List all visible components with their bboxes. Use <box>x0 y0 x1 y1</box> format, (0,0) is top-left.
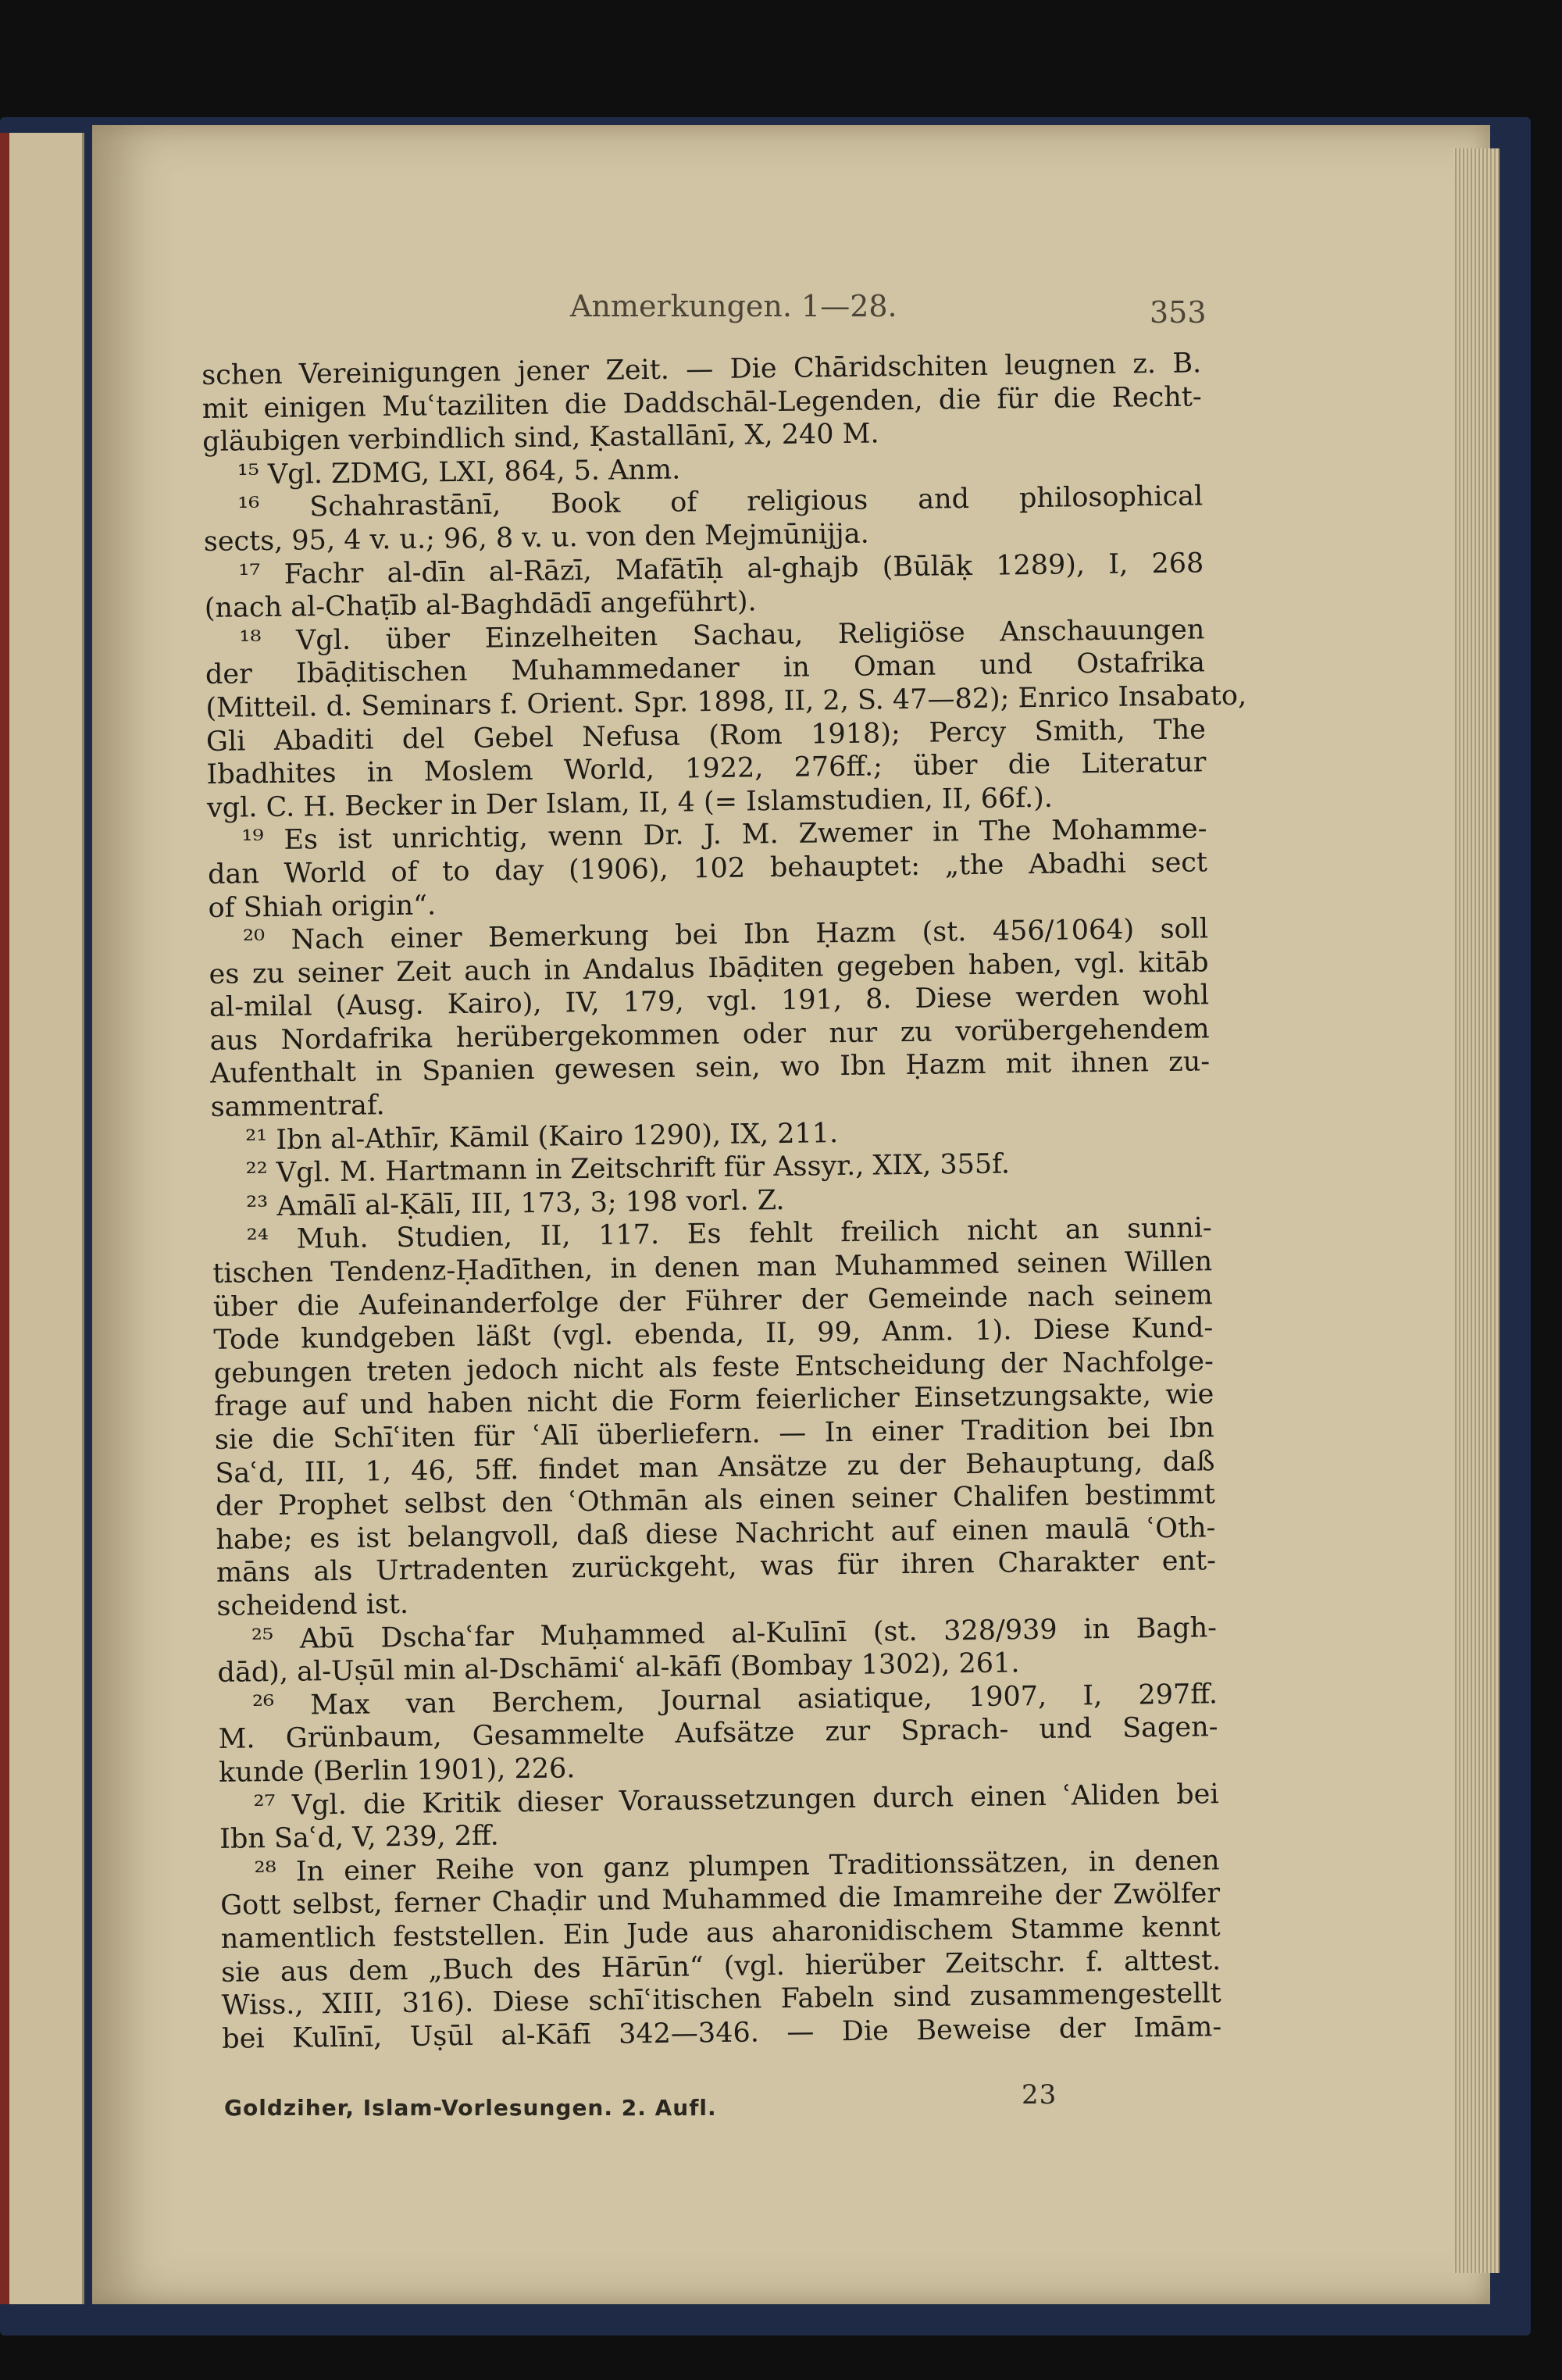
text-line: ¹⁸ Vgl. über Einzelheiten Sachau, Religiöse Anschauungen <box>239 614 1205 658</box>
text-line: namentlich feststellen. Ein Jude aus aharonidischem Stamme kennt <box>220 1911 1221 1955</box>
text-line: (nach al-Chaṭīb al-Baghdādī angeführt). <box>204 586 757 625</box>
text-line: sammentraf. <box>210 1090 385 1123</box>
text-line: ²⁷ Vgl. die Kritik dieser Voraussetzungen durch einen ʿAliden bei <box>253 1778 1219 1822</box>
text-line: Ibn Saʿd, V, 239, 2ff. <box>219 1820 499 1855</box>
footnotes-text <box>201 347 1247 2056</box>
text-line: dan World of to day (1906), 102 behauptet: „the Abadhi sect <box>207 847 1208 890</box>
text-line: Wiss., XIII, 316). Diese schīʿitischen Fabeln sind zusammengestellt <box>221 1978 1221 2021</box>
text-line: sects, 95, 4 v. u.; 96, 8 v. u. von den Mejmūnijja. <box>203 518 869 558</box>
text-line: kunde (Berlin 1901), 226. <box>218 1753 576 1789</box>
text-line: ²⁰ Nach einer Bemerkung bei Ibn Ḥazm (st. 456/1064) soll <box>242 913 1209 957</box>
text-line: al-milal (Ausg. Kairo), IV, 179, vgl. 191, 8. Diese werden wohl <box>209 979 1210 1024</box>
footer-citation: Goldziher, Islam-Vorlesungen. 2. Aufl. <box>224 2095 717 2121</box>
text-line: māns als Urtradenten zurückgeht, was für ihren Charakter ent- <box>216 1545 1217 1590</box>
text-line: habe; es ist belangvoll, daß diese Nachricht auf einen maulā ʿOth- <box>216 1512 1216 1556</box>
left-cover-spine <box>0 133 9 2304</box>
text-line: aus Nordafrika herübergekommen oder nur zu vorübergehendem <box>209 1013 1210 1057</box>
text-line: scheidend ist. <box>216 1588 409 1622</box>
text-line: sie aus dem „Buch des Hārūn“ (vgl. hierüber Zeitschr. f. alttest. <box>220 1944 1221 1989</box>
text-line: es zu seiner Zeit auch in Andalus Ibāḍiten gegeben haben, vgl. kitāb <box>209 946 1209 990</box>
text-line: (Mitteil. d. Seminars f. Orient. Spr. 1898, II, 2, S. 47—82); Enrico Insabato, <box>205 680 1247 724</box>
text-line: ²² Vgl. M. Hartmann in Zeitschrift für Assyr., XIX, 355f. <box>245 1148 1011 1190</box>
text-line: Tode kundgeben läßt (vgl. ebenda, II, 99, Anm. 1). Diese Kund- <box>213 1312 1214 1357</box>
text-line: sie die Schīʿiten für ʿAlī überliefern. — In einer Tradition bei Ibn <box>214 1412 1215 1456</box>
text-line: dād), al-Uṣūl min al-Dschāmiʿ al-kāfī (Bombay 1302), 261. <box>217 1647 1020 1690</box>
text-line: ¹⁹ Es ist unrichtig, wenn Dr. J. M. Zwemer in The Mohamme- <box>241 813 1207 857</box>
text-line: Aufenthalt in Spanien gewesen sein, wo Ibn Ḥazm mit ihnen zu- <box>209 1046 1211 1090</box>
signature-mark: 23 <box>1022 2079 1057 2111</box>
text-line: gebungen treten jedoch nicht als feste Entscheidung der Nachfolge- <box>213 1346 1214 1390</box>
page-number: 353 <box>1150 295 1207 330</box>
text-line: ¹⁷ Fachr al-dīn al-Rāzī, Mafātīḥ al-ghajb (Būlāḳ 1289), I, 268 <box>238 547 1204 591</box>
left-page-edge <box>0 133 84 2304</box>
text-line: Gli Abaditi del Gebel Nefusa (Rom 1918); Percy Smith, The <box>205 713 1207 758</box>
text-line: Gott selbst, ferner Chaḍir und Muhammed die Imamreihe der Zwölfer <box>219 1878 1221 1922</box>
text-line: schen Vereinigungen jener Zeit. — Die Chāridschiten leugnen z. B. <box>201 348 1202 391</box>
text-line: der Prophet selbst den ʿOthmān als einen seiner Chalifen bestimmt <box>215 1479 1216 1523</box>
page-footer <box>0 2079 1562 2126</box>
text-line: ²⁵ Abū Dschaʿfar Muḥammed al-Kulīnī (st. 328/939 in Bagh- <box>251 1611 1218 1655</box>
text-line: ²⁴ Muh. Studien, II, 117. Es fehlt freilich nicht an sunni- <box>246 1212 1212 1256</box>
text-line: ²¹ Ibn al-Athīr, Kāmil (Kairo 1290), IX, 211. <box>244 1117 839 1157</box>
text-line: ¹⁶ Schahrastānī, Book of religious and philosophical <box>237 480 1204 524</box>
text-line: Saʿd, III, 1, 46, 5ff. findet man Ansätze zu der Behauptung, daß <box>215 1445 1215 1490</box>
text-line: of Shiah origin“. <box>208 889 437 924</box>
text-line: Ibadhites in Moslem World, 1922, 276ff.; über die Literatur <box>206 747 1207 791</box>
text-line: gläubigen verbindlich sind, Ḳastallānī, X, 240 M. <box>202 418 879 459</box>
text-line: bei Kulīnī, Uṣūl al-Kāfī 342—346. — Die Beweise der Imām- <box>222 2011 1222 2055</box>
text-line: ²³ Amālī al-Ḳālī, III, 173, 3; 198 vorl. Z. <box>246 1184 785 1223</box>
text-line: tischen Tendenz-Ḥadīthen, in denen man Muhammed seinen Willen <box>212 1246 1213 1290</box>
text-line: ²⁶ Max van Berchem, Journal asiatique, 1907, I, 297ff. <box>251 1678 1218 1722</box>
text-line: ¹⁵ Vgl. ZDMG, LXI, 864, 5. Anm. <box>237 454 681 491</box>
running-head: Anmerkungen. 1—28. <box>570 289 897 323</box>
text-line: ²⁸ In einer Reihe von ganz plumpen Traditionssätzen, in denen <box>254 1844 1220 1889</box>
text-line: über die Aufeinanderfolge der Führer der Gemeinde nach seinem <box>212 1279 1213 1323</box>
text-line: M. Grünbaum, Gesammelte Aufsätze zur Sprach- und Sagen- <box>218 1711 1218 1756</box>
text-line: mit einigen Muʿtaziliten die Daddschāl-Legenden, die für die Recht- <box>201 380 1202 425</box>
text-line: vgl. C. H. Becker in Der Islam, II, 4 (= Islamstudien, II, 66f.). <box>206 782 1054 824</box>
page-stack-edge <box>1453 148 1500 2273</box>
text-line: frage auf und haben nicht die Form feierlicher Einsetzungsakte, wie <box>214 1379 1214 1423</box>
text-line: der Ibāḍitischen Muhammedaner in Oman und Ostafrika <box>205 647 1206 691</box>
